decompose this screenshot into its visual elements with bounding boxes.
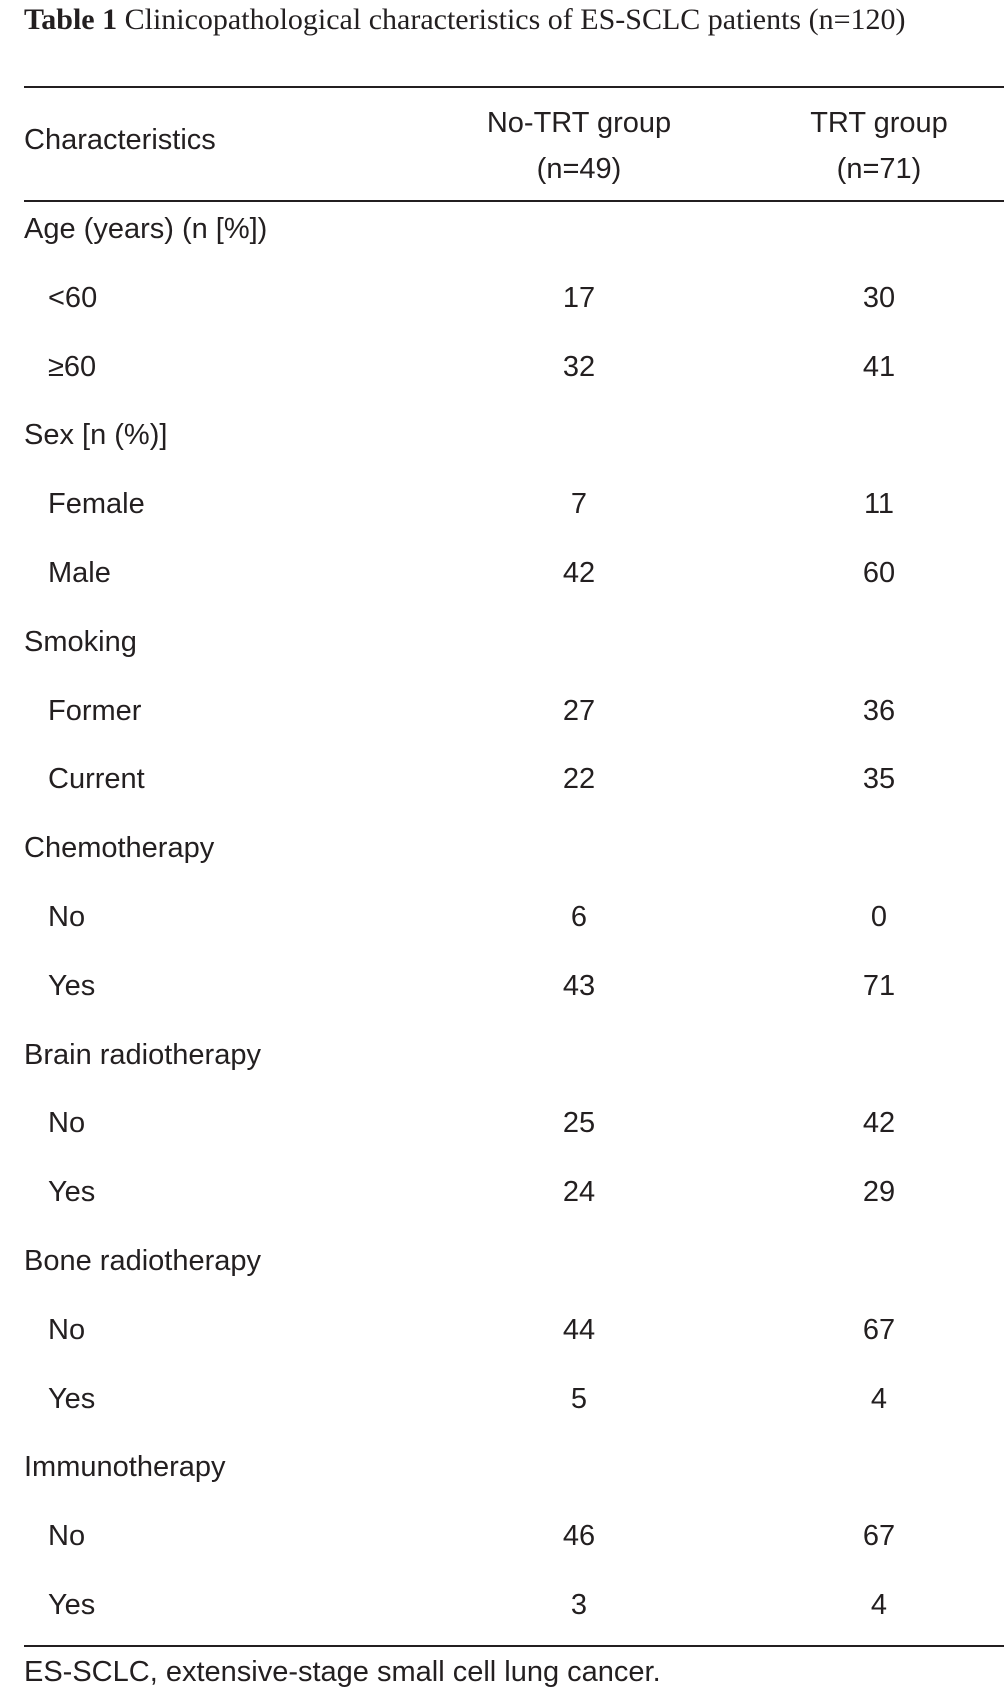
table-group-row (24, 617, 1004, 686)
trt-value: 36 (862, 694, 896, 727)
row-label: No (48, 1313, 86, 1346)
table-document (24, 0, 1004, 1688)
header-no-trt-group-title: No-TRT group (486, 107, 672, 139)
table-row (24, 892, 1004, 961)
trt-value: 29 (862, 1176, 896, 1209)
table-row (24, 961, 1004, 1030)
table-group-row (24, 410, 1004, 479)
no-trt-value: 27 (562, 694, 596, 727)
table-header (24, 88, 1004, 200)
trt-value: 67 (862, 1313, 896, 1346)
no-trt-value: 3 (570, 1588, 588, 1621)
trt-value: 67 (862, 1520, 896, 1553)
no-trt-value: 17 (562, 281, 596, 314)
group-label: Smoking (24, 625, 137, 658)
row-label: Yes (48, 969, 96, 1002)
trt-value: 41 (862, 350, 896, 383)
no-trt-value: 24 (562, 1176, 596, 1209)
trt-value: 11 (863, 488, 895, 521)
table-row (24, 273, 1004, 342)
row-label: No (48, 1520, 86, 1553)
table-group-row (24, 823, 1004, 892)
table-row (24, 1098, 1004, 1167)
table-row (24, 1580, 1004, 1649)
trt-value: 30 (862, 281, 896, 314)
group-label: Chemotherapy (24, 832, 215, 865)
no-trt-value: 42 (562, 556, 596, 589)
table-header-rule (24, 200, 1004, 202)
no-trt-value: 46 (562, 1520, 596, 1553)
header-characteristics: Characteristics (24, 124, 216, 156)
no-trt-value: 5 (570, 1382, 588, 1415)
table-row (24, 342, 1004, 411)
row-label: Yes (48, 1176, 96, 1209)
table-row (24, 548, 1004, 617)
table-row (24, 754, 1004, 823)
table-row (24, 1305, 1004, 1374)
no-trt-value: 25 (562, 1107, 596, 1140)
trt-value: 35 (862, 763, 896, 796)
table-caption-text: Clinicopathological characteristics of ES-SCLC patients (n=120) (124, 3, 906, 36)
table-caption-label: Table 1 (24, 3, 118, 36)
table-row (24, 686, 1004, 755)
trt-value: 42 (862, 1107, 896, 1140)
header-trt-group-title: TRT group (810, 107, 948, 139)
trt-value: 0 (870, 900, 888, 933)
header-no-trt-group-n: (n=49) (536, 153, 622, 185)
table-row (24, 1511, 1004, 1580)
row-label: Yes (48, 1588, 96, 1621)
no-trt-value: 6 (570, 900, 588, 933)
trt-value: 4 (870, 1382, 888, 1415)
group-label: Sex [n (%)] (24, 419, 168, 452)
table-footnote: ES-SCLC, extensive-stage small cell lung cancer. (24, 1656, 661, 1688)
trt-value: 71 (862, 969, 896, 1002)
table-row (24, 479, 1004, 548)
table-row (24, 1167, 1004, 1236)
trt-value: 60 (862, 556, 896, 589)
trt-value: 4 (870, 1588, 888, 1621)
table-group-row (24, 1030, 1004, 1099)
table-group-row (24, 1442, 1004, 1511)
no-trt-value: 22 (562, 763, 596, 796)
row-label: Yes (48, 1382, 96, 1415)
table-row (24, 1374, 1004, 1443)
header-no-trt-group (429, 100, 729, 192)
row-label: ≥60 (48, 350, 97, 383)
group-label: Immunotherapy (24, 1451, 226, 1484)
row-label: No (48, 900, 86, 933)
table-bottom-rule (24, 1645, 1004, 1647)
group-label: Brain radiotherapy (24, 1038, 261, 1071)
table-group-row (24, 1236, 1004, 1305)
table-group-row (24, 204, 1004, 273)
row-label: Male (48, 556, 111, 589)
header-trt-group-n: (n=71) (836, 153, 922, 185)
row-label: Former (48, 694, 142, 727)
row-label: Female (48, 488, 145, 521)
header-trt-group (729, 100, 1004, 192)
no-trt-value: 44 (562, 1313, 596, 1346)
no-trt-value: 43 (562, 969, 596, 1002)
group-label: Bone radiotherapy (24, 1244, 261, 1277)
no-trt-value: 32 (562, 350, 596, 383)
row-label: <60 (48, 281, 98, 314)
row-label: No (48, 1107, 86, 1140)
group-label: Age (years) (n [%]) (24, 213, 268, 245)
table-body (24, 204, 1004, 1649)
row-label: Current (48, 763, 145, 796)
table-caption (24, 0, 980, 80)
no-trt-value: 7 (570, 488, 588, 521)
